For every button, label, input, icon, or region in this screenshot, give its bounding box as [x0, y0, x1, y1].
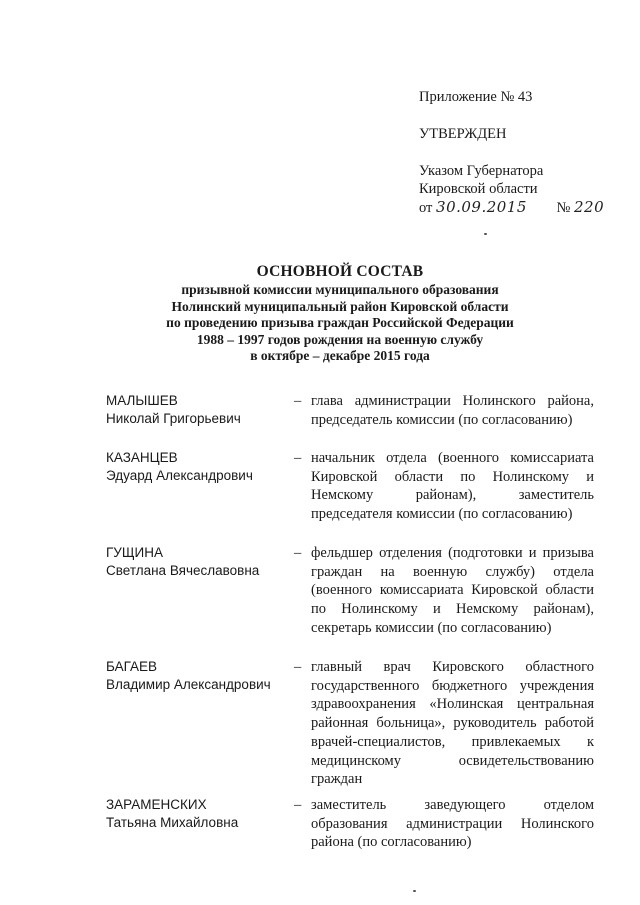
member-person — [106, 544, 291, 579]
member-dash: – — [294, 545, 302, 561]
handwritten-date: 30.09.2015 — [436, 198, 527, 216]
member-dash: – — [294, 797, 302, 813]
scan-speck — [413, 890, 416, 892]
member-role: заместитель заведующего отделом образования администрации Нолинского района (по согласованию) — [311, 797, 594, 851]
title-line-1: призывной комиссии муниципального образования — [181, 282, 499, 297]
member-given-name: Эдуард Александрович — [106, 467, 253, 483]
member-given-name: Владимир Александрович — [106, 676, 271, 692]
member-role: начальник отдела (военного комиссариата Кировской области по Нолинскому и Немскому районам), заместитель председателя комиссии (по согласованию) — [311, 450, 594, 523]
member-given-name: Татьяна Михайловна — [106, 814, 239, 830]
title-line-4: 1988 – 1997 годов рождения на военную службу — [196, 331, 484, 347]
member-given-name: Николай Григорьевич — [106, 410, 241, 426]
scan-speck — [484, 233, 487, 235]
member-surname: КАЗАНЦЕВ — [106, 450, 178, 465]
date-prefix: от — [419, 200, 433, 216]
member-dash: – — [294, 659, 302, 675]
title-main: ОСНОВНОЙ СОСТАВ — [256, 263, 424, 280]
handwritten-number: 220 — [574, 198, 605, 216]
appendix-number: Приложение № 43 — [419, 89, 533, 105]
member-person — [106, 796, 291, 831]
title-line-2: Нолинский муниципальный район Кировской области — [171, 298, 509, 314]
member-surname: ЗАРАМЕНСКИХ — [106, 797, 207, 812]
member-dash: – — [294, 393, 302, 409]
decree-line-2: Кировской области — [419, 181, 538, 197]
member-role: глава администрации Нолинского района, председатель комиссии (по согласованию) — [311, 393, 594, 428]
member-role: фельдшер отделения (подготовки и призыва граждан на военную службу) отдела (военного комиссариата Кировской области по Нолинскому и Немскому районам), секретарь комиссии (по согласованию) — [311, 545, 594, 636]
member-person — [106, 658, 291, 693]
document-title — [80, 262, 600, 365]
approved-stamp-text: УТВЕРЖДЕН — [419, 126, 507, 142]
member-surname: БАГАЕВ — [106, 659, 157, 674]
member-surname: ГУЩИНА — [106, 545, 163, 560]
title-line-3: по проведению призыва граждан Российской Федерации — [166, 315, 514, 330]
member-given-name: Светлана Вячеславовна — [106, 562, 260, 578]
member-person — [106, 449, 291, 484]
member-person — [106, 392, 291, 427]
number-prefix: № — [556, 200, 571, 216]
approval-block — [419, 88, 629, 217]
title-line-5: в октябре – декабре 2015 года — [250, 348, 430, 363]
member-role: главный врач Кировского областного государственного бюджетного учреждения здравоохранения «Нолинская центральная районная больница», руководитель работой врачей-специалистов, привлекаемых к медицинскому освидетельствованию граждан — [311, 659, 594, 788]
decree-line-1: Указом Губернатора — [419, 163, 544, 179]
member-surname: МАЛЫШЕВ — [106, 393, 178, 408]
member-dash: – — [294, 450, 302, 466]
decree-date-line — [419, 198, 629, 217]
